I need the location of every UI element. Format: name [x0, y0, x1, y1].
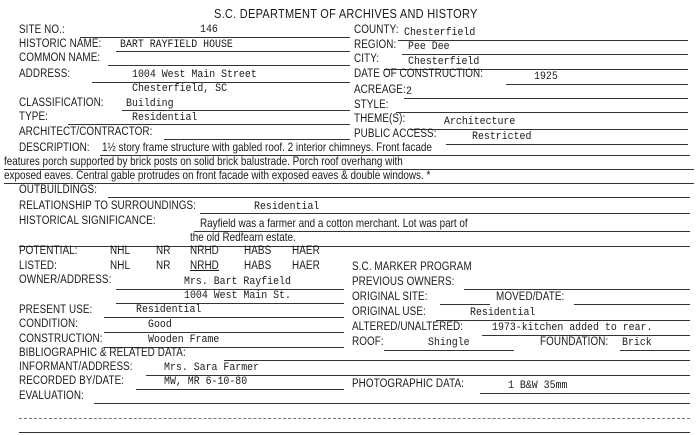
- recorded-by-line: [136, 389, 344, 390]
- historical-significance-label: HISTORICAL SIGNIFICANCE:: [19, 215, 156, 227]
- relationship-value: Residential: [254, 201, 320, 213]
- description-line2: features porch supported by brick posts on solid brick balustrade. Porch roof overhang with: [4, 154, 403, 168]
- altered-label: ALTERED/UNALTERED:: [352, 321, 464, 333]
- roof-label: ROOF:: [352, 336, 384, 348]
- city-label: CITY:: [354, 53, 380, 65]
- common-name-label: COMMON NAME:: [19, 52, 101, 64]
- address-line1: 1004 West Main Street: [132, 69, 257, 81]
- acreage-label: ACREAGE:: [354, 84, 406, 96]
- themes-value: Architecture: [444, 116, 516, 128]
- evaluation-line: [94, 403, 690, 404]
- recorded-by-value: MW, MR 6-10-80: [164, 376, 248, 388]
- type-label: TYPE:: [19, 111, 49, 123]
- public-access-line: [446, 144, 688, 145]
- address-label: ADDRESS:: [19, 68, 71, 80]
- listed-label: LISTED:: [19, 260, 57, 272]
- present-use-value: Residential: [136, 304, 202, 316]
- marker-program-label: S.C. MARKER PROGRAM: [352, 261, 472, 273]
- foundation-line: [620, 350, 690, 351]
- architect-label: ARCHITECT/CONTRACTOR:: [19, 126, 153, 138]
- date-of-construction-label: DATE OF CONSTRUCTION:: [354, 68, 484, 80]
- bibliographic-label: BIBLIOGRAPHIC & RELATED DATA:: [19, 347, 186, 359]
- acreage-line: [404, 98, 688, 99]
- themes-line: [410, 129, 688, 130]
- historic-name-label: HISTORIC NAME:: [19, 38, 102, 50]
- region-value: Pee Dee: [408, 41, 450, 53]
- themes-label: THEME(S):: [354, 113, 406, 125]
- site-no-line: [80, 37, 350, 38]
- moved-date-label: MOVED/DATE:: [496, 291, 565, 303]
- altered-value: 1973-kitchen added to rear.: [492, 322, 653, 334]
- county-value: Chesterfield: [404, 27, 476, 39]
- previous-owners-line: [464, 289, 690, 290]
- condition-value: Good: [148, 319, 172, 331]
- classification-label: CLASSIFICATION:: [19, 97, 104, 109]
- style-label: STYLE:: [354, 99, 389, 111]
- common-name-line: [108, 65, 350, 66]
- condition-label: CONDITION:: [19, 318, 79, 330]
- owner-address-line2: 1004 West Main St.: [184, 290, 291, 302]
- description-label: DESCRIPTION:: [19, 140, 90, 154]
- historical-significance-line2: the old Redfearn estate.: [190, 230, 296, 244]
- potential-option-haer: HAER: [292, 245, 320, 257]
- photographic-data-label: PHOTOGRAPHIC DATA:: [352, 378, 465, 390]
- county-label: COUNTY:: [354, 24, 399, 36]
- original-site-line: [440, 304, 490, 305]
- outbuildings-label: OUTBUILDINGS:: [19, 184, 98, 196]
- condition-line: [104, 332, 344, 333]
- classification-line: [122, 110, 350, 111]
- site-no-value: 146: [200, 24, 218, 36]
- listed-option-nhl: NHL: [110, 260, 131, 272]
- description-line1: 1½ story frame structure with gabled roof. 2 interior chimneys. Front facade: [102, 140, 432, 154]
- form-title: S.C. DEPARTMENT OF ARCHIVES AND HISTORY: [214, 7, 478, 21]
- roof-line: [384, 350, 514, 351]
- type-value: Residential: [132, 112, 198, 124]
- listed-option-nrhd-selected: NRHD: [190, 260, 219, 272]
- construction-value: Wooden Frame: [148, 334, 220, 346]
- owner-address-label: OWNER/ADDRESS:: [19, 274, 112, 286]
- foundation-label: FOUNDATION:: [540, 336, 609, 348]
- photographic-data-line: [480, 393, 690, 394]
- original-site-label: ORIGINAL SITE:: [352, 291, 428, 303]
- description-line3: exposed eaves. Central gable protrudes on front facade with exposed eaves & double windows. *: [4, 168, 431, 182]
- historical-significance-line1: Rayfield was a farmer and a cotton merchant. Lot was part of: [200, 216, 468, 230]
- owner-address-line1: Mrs. Bart Rayfield: [184, 276, 291, 288]
- bibliographic-line: [224, 360, 690, 361]
- potential-option-nhl: NHL: [110, 245, 131, 257]
- date-of-construction-value: 1925: [534, 71, 558, 83]
- listed-option-nr: NR: [156, 260, 171, 272]
- potential-option-nr: NR: [156, 245, 171, 257]
- acreage-value: 2: [406, 86, 412, 98]
- outbuildings-line: [108, 197, 690, 198]
- original-use-value: Residential: [470, 307, 536, 319]
- relationship-line: [200, 213, 690, 214]
- listed-option-haer: HAER: [292, 260, 320, 272]
- description-rule3: [4, 183, 694, 184]
- evaluation-line-2: [19, 418, 690, 419]
- site-no-label: SITE NO.:: [19, 24, 65, 36]
- historic-name-value: BART RAYFIELD HOUSE: [120, 39, 233, 51]
- style-line: [396, 112, 688, 113]
- informant-label: INFORMANT/ADDRESS:: [19, 361, 133, 373]
- original-use-line: [436, 320, 690, 321]
- previous-owners-label: PREVIOUS OWNERS:: [352, 276, 455, 288]
- informant-value: Mrs. Sara Farmer: [164, 362, 260, 374]
- potential-option-habs: HABS: [244, 245, 272, 257]
- original-use-label: ORIGINAL USE:: [352, 306, 426, 318]
- moved-date-line: [574, 304, 690, 305]
- public-access-value: Restricted: [472, 131, 532, 143]
- listed-option-habs: HABS: [244, 260, 272, 272]
- date-of-construction-line: [506, 84, 688, 85]
- recorded-by-label: RECORDED BY/DATE:: [19, 375, 125, 387]
- type-line: [68, 124, 350, 125]
- photographic-data-value: 1 B&W 35mm: [508, 380, 568, 392]
- city-value: Chesterfield: [408, 56, 480, 68]
- evaluation-line-3: [19, 432, 690, 433]
- region-line: [402, 54, 688, 55]
- foundation-value: Brick: [622, 337, 652, 349]
- present-use-label: PRESENT USE:: [19, 304, 93, 316]
- potential-option-nrhd: NRHD: [190, 245, 219, 257]
- construction-label: CONSTRUCTION:: [19, 333, 103, 345]
- classification-value: Building: [126, 98, 174, 110]
- roof-value: Shingle: [428, 337, 470, 349]
- historic-name-line: [116, 51, 350, 52]
- relationship-label: RELATIONSHIP TO SURROUNDINGS:: [19, 200, 197, 212]
- public-access-label: PUBLIC ACCESS:: [354, 128, 437, 140]
- address-line2: Chesterfield, SC: [132, 83, 228, 95]
- potential-label: POTENTIAL:: [19, 245, 78, 257]
- region-label: REGION:: [354, 39, 397, 51]
- evaluation-label: EVALUATION:: [19, 390, 84, 402]
- present-use-line: [104, 317, 344, 318]
